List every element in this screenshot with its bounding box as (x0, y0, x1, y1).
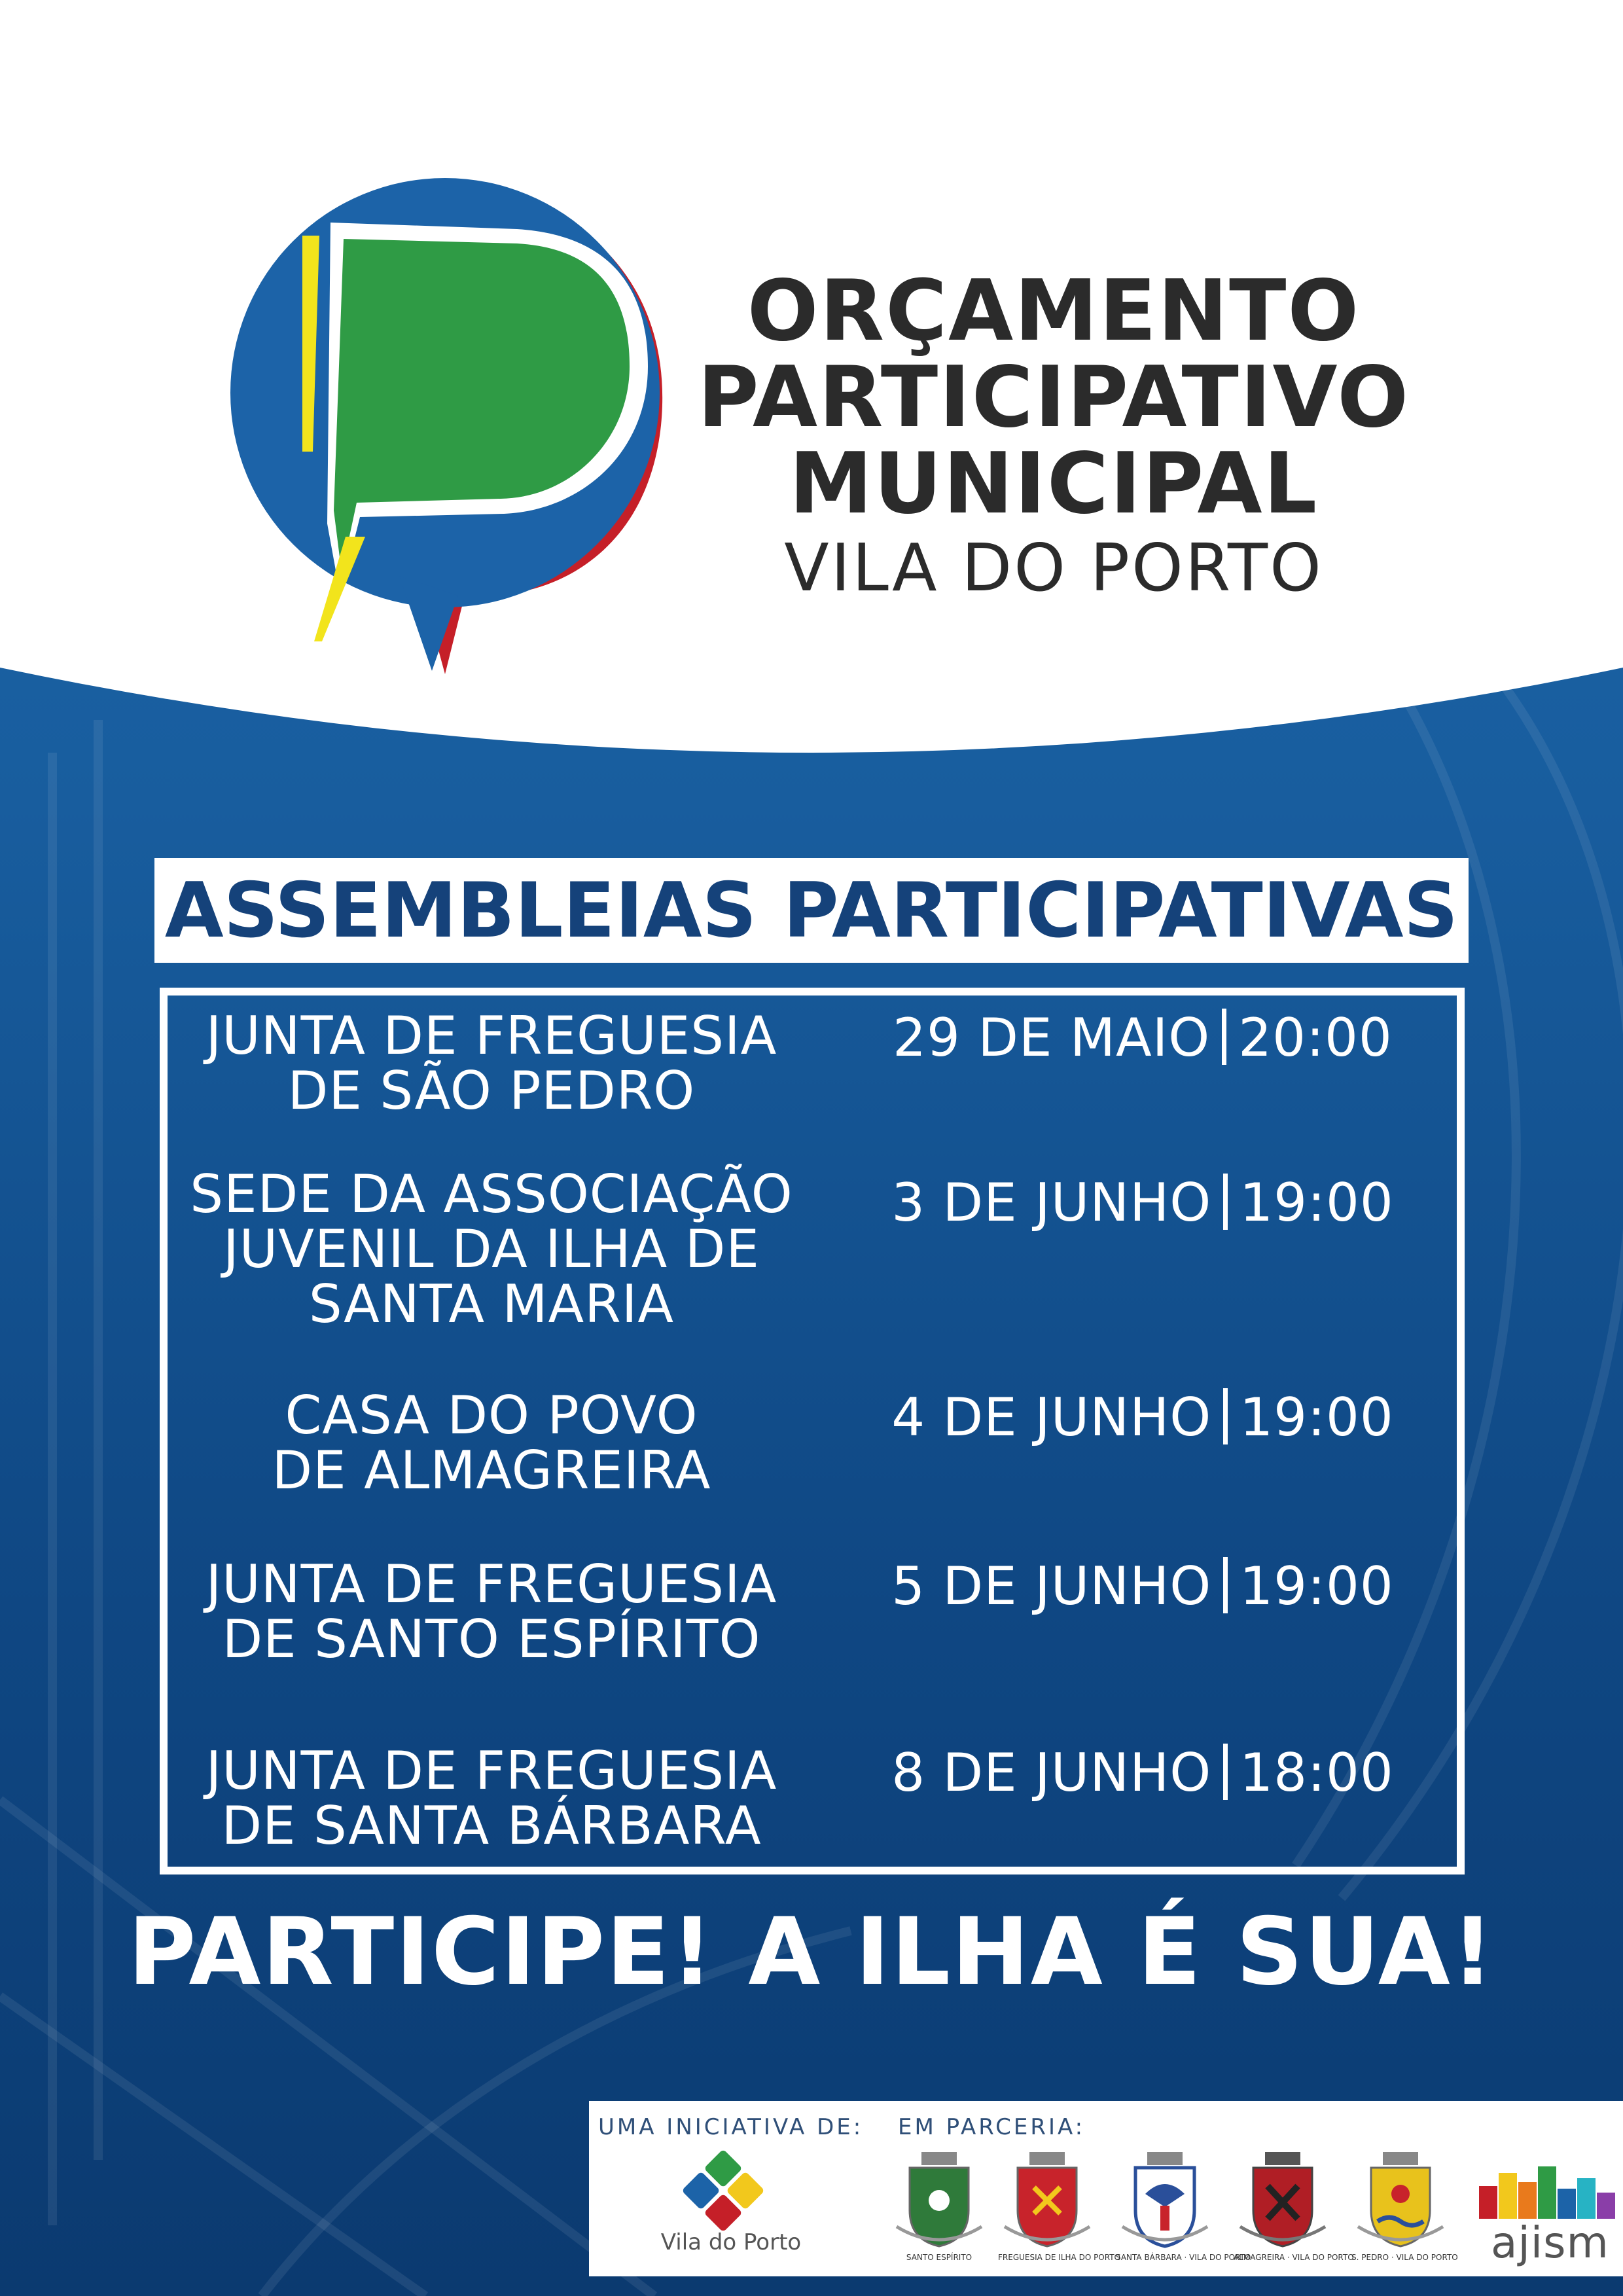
separator-bar (1223, 1557, 1228, 1613)
crest-label: S. PEDRO · VILA DO PORTO (1351, 2253, 1458, 2262)
crest-label: FREGUESIA DE ILHA DO PORTO (998, 2253, 1120, 2262)
separator-bar (1222, 1009, 1226, 1065)
venue-line: SANTA MARIA (308, 1274, 675, 1335)
venue-line: JUNTA DE FREGUESIA (205, 1554, 777, 1615)
crest-label: ALMAGREIRA · VILA DO PORTO (1234, 2253, 1354, 2262)
footer-sponsors (589, 2101, 1623, 2276)
assembly-venue (181, 1740, 802, 1856)
title-line-2: PARTICIPATIVO (697, 349, 1410, 446)
assembly-time: 18:00 (1240, 1742, 1394, 1803)
assembly-venue (181, 1164, 802, 1335)
assembly-time: 19:00 (1240, 1172, 1394, 1233)
assembly-date: 4 DE JUNHO (891, 1387, 1212, 1448)
assembly-venue (181, 1554, 802, 1670)
sao-pedro-crest-icon (998, 2148, 1120, 2266)
partners-label: EM PARCERIA: (898, 2114, 1086, 2140)
venue-line: SEDE DA ASSOCIAÇÃO (190, 1164, 793, 1225)
title-subtitle: VILA DO PORTO (784, 529, 1323, 606)
program-title (694, 262, 1414, 607)
section-heading: ASSEMBLEIAS PARTICIPATIVAS (164, 866, 1459, 955)
assembly-venue (181, 1005, 802, 1121)
crest-label: SANTA BÁRBARA · VILA DO PORTO (1116, 2253, 1251, 2262)
speech-bubble-p-logo (229, 144, 687, 681)
venue-line: JUVENIL DA ILHA DE (223, 1219, 760, 1280)
assembly-date: 29 DE MAIO (893, 1007, 1211, 1068)
assembly-date: 5 DE JUNHO (891, 1556, 1212, 1617)
separator-bar (1223, 1388, 1228, 1444)
title-line-1: ORÇAMENTO (747, 262, 1361, 360)
assembly-datetime (822, 1172, 1463, 1233)
title-line-3: MUNICIPAL (789, 435, 1319, 533)
assembly-date: 8 DE JUNHO (891, 1742, 1212, 1803)
assembly-time: 19:00 (1240, 1556, 1394, 1617)
section-heading-box (154, 858, 1469, 963)
separator-bar (1223, 1174, 1228, 1230)
santo-espirito-crest-icon (890, 2148, 988, 2266)
santa-barbara-crest-icon (1116, 2148, 1251, 2266)
venue-line: DE SÃO PEDRO (287, 1060, 696, 1121)
venue-line: DE ALMAGREIRA (272, 1440, 711, 1501)
separator-bar (1223, 1744, 1228, 1800)
assembly-datetime (822, 1009, 1463, 1066)
assembly-time: 19:00 (1240, 1387, 1394, 1448)
venue-line: DE SANTO ESPÍRITO (222, 1609, 761, 1670)
venue-line: JUNTA DE FREGUESIA (205, 1740, 777, 1801)
slogan: PARTICIPE! A ILHA É SUA! (128, 1898, 1495, 2006)
assembly-time: 20:00 (1238, 1007, 1393, 1068)
s-pedro-crest-icon (1351, 2148, 1458, 2266)
venue-line: JUNTA DE FREGUESIA (205, 1005, 777, 1066)
almagreira-crest-icon (1234, 2148, 1354, 2266)
assembly-datetime (822, 1744, 1463, 1801)
venue-line: CASA DO POVO (285, 1385, 698, 1446)
assembly-date: 3 DE JUNHO (891, 1172, 1212, 1233)
vila-do-porto-logo-icon (674, 2142, 772, 2240)
venue-line: DE SANTA BÁRBARA (221, 1795, 762, 1856)
crest-label: SANTO ESPÍRITO (906, 2253, 972, 2262)
initiative-name: Vila do Porto (660, 2229, 802, 2255)
ajism-wordmark: ajism (1491, 2217, 1609, 2268)
assembly-datetime (822, 1556, 1463, 1617)
assembly-datetime (822, 1387, 1463, 1448)
initiative-label: UMA INICIATIVA DE: (598, 2114, 864, 2140)
assembly-venue (181, 1385, 802, 1501)
assemblies-schedule (160, 988, 1465, 1874)
